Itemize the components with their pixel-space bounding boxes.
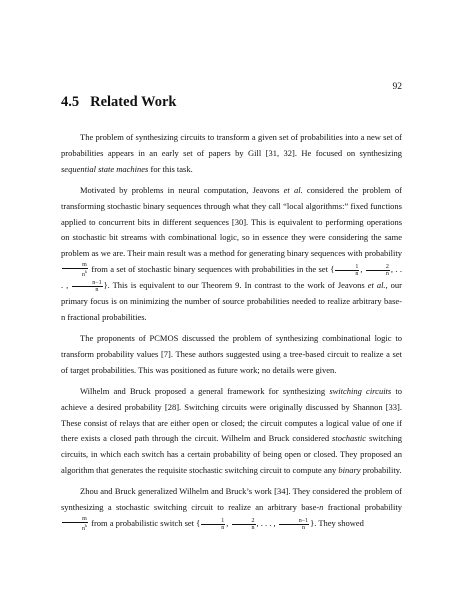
fraction-m-over-n-k: $\frac{m}{n^k}$ [62, 516, 88, 532]
fraction-2-over-n: $\frac{2}{n}$ [366, 264, 390, 277]
paragraph-4: Wilhelm and Bruck proposed a general framework for synthesizing switching circuits to achieve a desired probability [28]. Switching circuits were originally discussed by Shannon [33]. These consist of relays that are either open or closed; the circuit computes a logical value of one if there exists a closed path through the circuit. Wilhelm and Bruck considered stochastic switching circuits, in which each switch has a certain probability of being open or closed. They proposed an algorithm that generates the requisite stochastic switching circuit to compute any binary probability. [61, 385, 402, 476]
section-heading [61, 94, 176, 111]
fraction-2-over-n: $\frac{2}{n}$ [232, 518, 256, 531]
body-text [61, 130, 402, 537]
page-number: 92 [392, 82, 402, 92]
fraction-m-over-n-k: $\frac{m}{n^k}$ [62, 262, 88, 278]
section-number: 4.5 [61, 94, 80, 110]
fraction-n-1-over-n: $\frac{n-1}{n}$ [279, 518, 309, 531]
paragraph-5: Zhou and Bruck generalized Wilhelm and Bruck’s work [34]. They considered the problem of synthesizing a stochastic switching circuit to realize an arbitrary base-n fractional probability $\frac{m}{n^k}$ from a probabilistic switch set { $\frac{1}{n}$ , $\frac{2}{n}$ , . . . , $\frac{n-1}{n}$ }. They showed [61, 486, 402, 533]
fraction-n-1-over-n: $\frac{n-1}{n}$ [72, 280, 102, 293]
fraction-1-over-n: $\frac{1}{n}$ [201, 518, 225, 531]
paragraph-2: Motivated by problems in neural computation, Jeavons et al. considered the problem of transforming stochastic binary sequences through what they call “local algorithms:” fixed functions applied to concurrent bits in different sequences [30]. This is equivalent to performing operations on stochastic bit streams with combinational logic, so in essence they were considering the same problem as we are. Their main result was a method for generating binary sequences with probability $\frac{m}{n^k}$ from a set of stochastic binary sequences with probabilities in the set { $\frac{1}{n}$ , $\frac{2}{n}$ , . . . , $\frac{n-1}{n}$ }. This is equivalent to our Theorem 9. In contrast to the work of Jeavons et al., our primary focus is on minimizing the number of source probabilities needed to realize arbitrary base-n fractional probabilities. [61, 184, 402, 323]
paragraph-3: The proponents of PCMOS discussed the problem of synthesizing combinational logic to transform probability values [7]. These authors suggested using a tree-based circuit to realize a set of target probabilities. This was positioned as future work; no details were given. [61, 333, 402, 375]
fraction-1-over-n: $\frac{1}{n}$ [335, 264, 359, 277]
section-title: Related Work [90, 94, 177, 110]
paragraph-1: The problem of synthesizing circuits to transform a given set of probabilities into a new set of probabilities appears in an early set of papers by Gill [31, 32]. He focused on synthesizing sequential state machines for this task. [61, 132, 402, 174]
